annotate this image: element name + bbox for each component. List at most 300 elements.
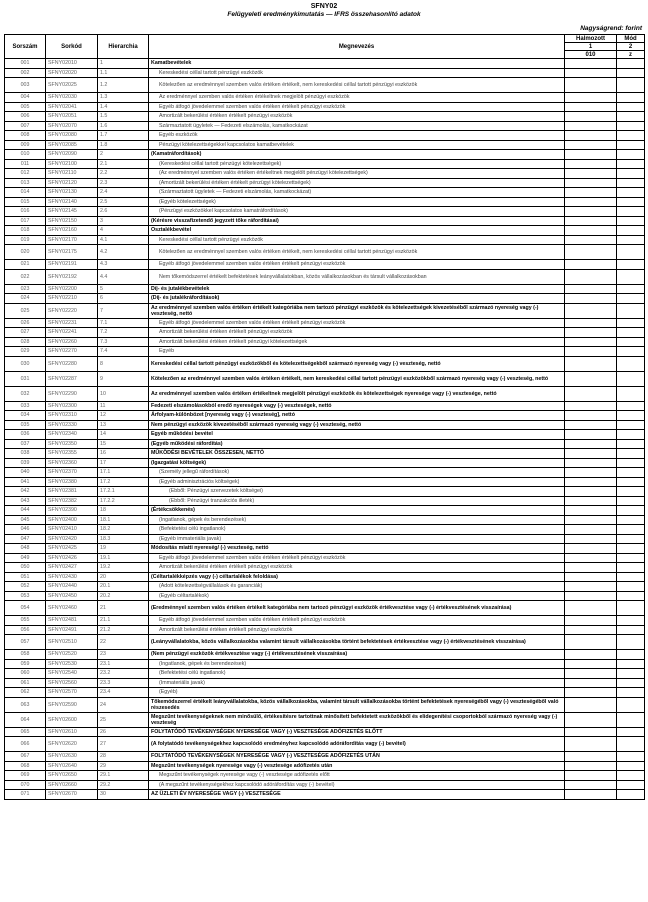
row-number: 028 (5, 337, 46, 347)
row-label: (Ebből: Pénzügyi tranzakciós illeték) (149, 496, 565, 506)
row-label: (Díj- és jutalékráfordítások) (149, 294, 565, 304)
row-code: SFNY02090 (46, 150, 98, 160)
row-value-halmozott (565, 78, 617, 93)
row-hierarchy: 23 (98, 650, 149, 660)
report-table (4, 34, 645, 800)
row-value-halmozott (565, 328, 617, 338)
row-hierarchy: 19 (98, 544, 149, 554)
row-label: (Immateriális javak) (149, 678, 565, 688)
row-value-mod (617, 616, 645, 626)
table-row (5, 771, 645, 781)
row-value-mod (617, 712, 645, 727)
row-number: 027 (5, 328, 46, 338)
row-label: Amortizált bekerülési értéken értékelt pénzügyi eszközök (149, 625, 565, 635)
row-code: SFNY02355 (46, 449, 98, 459)
row-hierarchy: 6 (98, 294, 149, 304)
table-row (5, 506, 645, 516)
row-value-halmozott (565, 601, 617, 616)
row-value-halmozott (565, 356, 617, 371)
row-value-halmozott (565, 59, 617, 69)
row-value-halmozott (565, 544, 617, 554)
row-value-halmozott (565, 188, 617, 198)
row-number: 055 (5, 616, 46, 626)
row-label: Amortizált bekerülési értéken értékelt pénzügyi eszközök (149, 328, 565, 338)
row-number: 035 (5, 420, 46, 430)
row-label: Pénzügyi kötelezettségekkel kapcsolatos kamatbevételek (149, 140, 565, 150)
row-hierarchy: 23.3 (98, 678, 149, 688)
row-label: Egyéb átfogó jövedelemmel szemben valós értéken értékelt pénzügyi eszközök (149, 318, 565, 328)
row-hierarchy: 19.2 (98, 563, 149, 573)
row-code: SFNY02145 (46, 207, 98, 217)
row-label: Az eredménnyel szemben valós értéken értékeltnek megjelölt pénzügyi eszközök és kötelezettségek nyeresége vagy (-) vesztesége, nettó (149, 386, 565, 401)
row-label: (Ingatlanok, gépek és berendezések) (149, 515, 565, 525)
row-label: Tőkemódszerrel értékelt leányvállalatokba, közös vállalkozásokba, valamint társult vállalkozásokba történt befektetések nyereségéből vagy (-) veszteségéből való részesedés (149, 697, 565, 712)
row-hierarchy: 20.1 (98, 582, 149, 592)
row-code: SFNY02030 (46, 93, 98, 103)
row-value-halmozott (565, 688, 617, 698)
row-value-halmozott (565, 269, 617, 284)
row-label: (Igazgatási költségek) (149, 458, 565, 468)
header-col2: 2 (617, 43, 645, 51)
table-row (5, 188, 645, 198)
row-number: 068 (5, 761, 46, 771)
row-value-mod (617, 468, 645, 478)
row-value-mod (617, 93, 645, 103)
table-row (5, 131, 645, 141)
row-value-mod (617, 591, 645, 601)
row-hierarchy: 2 (98, 150, 149, 160)
row-code: SFNY02070 (46, 121, 98, 131)
table-row (5, 591, 645, 601)
row-value-halmozott (565, 678, 617, 688)
row-value-halmozott (565, 458, 617, 468)
row-value-halmozott (565, 487, 617, 497)
row-value-mod (617, 347, 645, 357)
row-label: Díj- és jutalékbevételek (149, 284, 565, 294)
row-value-mod (617, 260, 645, 270)
table-row (5, 635, 645, 650)
row-value-halmozott (565, 468, 617, 478)
table-row (5, 197, 645, 207)
row-value-halmozott (565, 553, 617, 563)
row-value-halmozott (565, 420, 617, 430)
row-hierarchy: 29.1 (98, 771, 149, 781)
row-number: 023 (5, 284, 46, 294)
row-hierarchy: 17.2.1 (98, 487, 149, 497)
row-label: (Értékcsökkenés) (149, 506, 565, 516)
row-hierarchy: 17 (98, 458, 149, 468)
table-row (5, 260, 645, 270)
row-code: SFNY02130 (46, 188, 98, 198)
row-value-mod (617, 226, 645, 236)
row-value-halmozott (565, 318, 617, 328)
row-value-mod (617, 650, 645, 660)
header-megnevezes: Megnevezés (149, 35, 565, 59)
row-number: 066 (5, 737, 46, 752)
row-code: SFNY02100 (46, 159, 98, 169)
row-code: SFNY02110 (46, 169, 98, 179)
header-halmozott: Halmozott (565, 35, 617, 43)
row-code: SFNY02650 (46, 771, 98, 781)
row-label: Kötelezően az eredménnyel szemben valós értéken értékelt, nem kereskedési céllal tartott pénzügyi eszközök (149, 78, 565, 93)
row-code: SFNY02150 (46, 216, 98, 226)
row-number: 007 (5, 121, 46, 131)
row-label: Kereskedési céllal tartott pénzügyi eszközök (149, 68, 565, 78)
row-label: Kamatbevételek (149, 59, 565, 69)
row-number: 016 (5, 207, 46, 217)
row-value-mod (617, 430, 645, 440)
row-hierarchy: 14 (98, 430, 149, 440)
table-row (5, 553, 645, 563)
row-hierarchy: 11 (98, 401, 149, 411)
row-code: SFNY02610 (46, 727, 98, 737)
row-label: Az eredménnyel szemben valós értéken értékeltnek megjelölt pénzügyi eszközök (149, 93, 565, 103)
row-number: 047 (5, 534, 46, 544)
row-value-mod (617, 449, 645, 459)
row-value-mod (617, 337, 645, 347)
row-code: SFNY02510 (46, 635, 98, 650)
row-value-mod (617, 790, 645, 800)
table-row (5, 216, 645, 226)
row-hierarchy: 7.2 (98, 328, 149, 338)
table-row (5, 525, 645, 535)
row-value-mod (617, 752, 645, 762)
row-hierarchy: 21.1 (98, 616, 149, 626)
row-value-halmozott (565, 245, 617, 260)
row-value-halmozott (565, 761, 617, 771)
row-code: SFNY02390 (46, 506, 98, 516)
row-number: 030 (5, 356, 46, 371)
table-row (5, 563, 645, 573)
row-value-mod (617, 178, 645, 188)
row-label: (Származtatott ügyletek — Fedezeti elszámolás, kamatkockázat) (149, 188, 565, 198)
row-value-halmozott (565, 207, 617, 217)
table-row (5, 93, 645, 103)
row-label: (A megszűnt tevékenységekhez kapcsolódó adóráfordítás vagy (-) bevétel) (149, 780, 565, 790)
row-number: 053 (5, 591, 46, 601)
row-code: SFNY02420 (46, 534, 98, 544)
table-row (5, 496, 645, 506)
row-label: (Ebből: Pénzügyi szervezetek költségei) (149, 487, 565, 497)
row-code: SFNY02530 (46, 659, 98, 669)
row-value-mod (617, 131, 645, 141)
row-value-halmozott (565, 411, 617, 421)
row-number: 031 (5, 371, 46, 386)
row-code: SFNY02630 (46, 752, 98, 762)
row-hierarchy: 25 (98, 712, 149, 727)
row-hierarchy: 2.2 (98, 169, 149, 179)
row-value-mod (617, 386, 645, 401)
row-label: (Pénzügyi eszközökkel kapcsolatos kamatráfordítások) (149, 207, 565, 217)
row-hierarchy: 12 (98, 411, 149, 421)
unit-note: Nagyságrend: forint (580, 25, 642, 32)
row-number: 037 (5, 439, 46, 449)
row-value-halmozott (565, 260, 617, 270)
row-value-mod (617, 356, 645, 371)
table-row (5, 515, 645, 525)
row-number: 020 (5, 245, 46, 260)
row-value-halmozott (565, 178, 617, 188)
row-label: Nem tőkemódszerrel értékelt befektetések leányvállalatokban, közös vállalkozásokban és társult vállalkozásokban (149, 269, 565, 284)
table-row (5, 477, 645, 487)
table-row (5, 790, 645, 800)
row-code: SFNY02170 (46, 235, 98, 245)
row-hierarchy: 2.5 (98, 197, 149, 207)
row-hierarchy: 4.4 (98, 269, 149, 284)
row-hierarchy: 1.4 (98, 102, 149, 112)
row-value-halmozott (565, 771, 617, 781)
row-code: SFNY02590 (46, 697, 98, 712)
row-code: SFNY02660 (46, 780, 98, 790)
row-label: Amortizált bekerülési értéken értékelt pénzügyi eszközök (149, 112, 565, 122)
row-number: 061 (5, 678, 46, 688)
table-body (5, 59, 645, 800)
row-value-mod (617, 121, 645, 131)
row-label: (Amortizált bekerülési értéken értékelt pénzügyi kötelezettségek) (149, 178, 565, 188)
row-code: SFNY02041 (46, 102, 98, 112)
table-row (5, 420, 645, 430)
row-code: SFNY02010 (46, 59, 98, 69)
row-label: (Az eredménnyel szemben valós értéken értékeltnek megjelölt pénzügyi kötelezettségek) (149, 169, 565, 179)
row-hierarchy: 29.2 (98, 780, 149, 790)
row-hierarchy: 2.1 (98, 159, 149, 169)
table-row (5, 269, 645, 284)
row-number: 029 (5, 347, 46, 357)
row-number: 011 (5, 159, 46, 169)
row-label: Kereskedési céllal tartott pénzügyi eszközökből és kötelezettségekből származó nyereség vagy (-) veszteség, nettó (149, 356, 565, 371)
header-col1: 1 (565, 43, 617, 51)
row-label: (Nem pénzügyi eszközök értékvesztése vagy (-) értékvesztésének visszaírása) (149, 650, 565, 660)
table-row (5, 318, 645, 328)
row-hierarchy: 1.6 (98, 121, 149, 131)
row-code: SFNY02120 (46, 178, 98, 188)
table-row (5, 59, 645, 69)
row-hierarchy: 15 (98, 439, 149, 449)
row-code: SFNY02200 (46, 284, 98, 294)
row-label: Kereskedési céllal tartott pénzügyi eszközök (149, 235, 565, 245)
row-number: 006 (5, 112, 46, 122)
row-label: Árfolyam-különbözet [nyereség vagy (-) veszteség], nettó (149, 411, 565, 421)
row-value-halmozott (565, 430, 617, 440)
row-hierarchy: 21.2 (98, 625, 149, 635)
row-label: (Céltartalékképzés vagy (-) céltartalékok feloldása) (149, 572, 565, 582)
row-value-mod (617, 284, 645, 294)
row-label: Származtatott ügyletek — Fedezeti elszámolás, kamatkockázat (149, 121, 565, 131)
row-label: (Ingatlanok, gépek és berendezések) (149, 659, 565, 669)
row-code: SFNY02440 (46, 582, 98, 592)
row-hierarchy: 5 (98, 284, 149, 294)
row-value-halmozott (565, 534, 617, 544)
table-row (5, 761, 645, 771)
row-label: (Eredménnyel szemben valós értéken értékelt kategóriába nem tartozó pénzügyi eszközök értékvesztése vagy (-) értékvesztésének visszaírása) (149, 601, 565, 616)
row-value-halmozott (565, 197, 617, 207)
row-label: FOLYTATÓDÓ TEVÉKENYSÉGEK NYERESÉGE VAGY (-) VESZTESÉGE ADÓFIZETÉS ELŐTT (149, 727, 565, 737)
row-value-mod (617, 487, 645, 497)
row-value-mod (617, 59, 645, 69)
header-sorszam: Sorszám (5, 35, 46, 59)
row-hierarchy: 1.3 (98, 93, 149, 103)
row-number: 012 (5, 169, 46, 179)
row-label: Egyéb működési bevétel (149, 430, 565, 440)
row-number: 059 (5, 659, 46, 669)
row-number: 050 (5, 563, 46, 573)
row-number: 052 (5, 582, 46, 592)
row-value-mod (617, 659, 645, 669)
table-row (5, 356, 645, 371)
row-code: SFNY02570 (46, 688, 98, 698)
row-value-mod (617, 572, 645, 582)
row-number: 033 (5, 401, 46, 411)
row-label: Egyéb átfogó jövedelemmel szemben valós értéken értékelt pénzügyi eszközök (149, 616, 565, 626)
row-value-mod (617, 625, 645, 635)
row-label: (Egyéb kötelezettségek) (149, 197, 565, 207)
row-code: SFNY02491 (46, 625, 98, 635)
row-value-halmozott (565, 235, 617, 245)
row-value-mod (617, 188, 645, 198)
row-number: 062 (5, 688, 46, 698)
row-value-mod (617, 207, 645, 217)
row-hierarchy: 20 (98, 572, 149, 582)
row-value-mod (617, 318, 645, 328)
row-value-mod (617, 477, 645, 487)
row-number: 067 (5, 752, 46, 762)
row-number: 056 (5, 625, 46, 635)
row-label: (Kereskedési céllal tartott pénzügyi kötelezettségek) (149, 159, 565, 169)
row-value-mod (617, 269, 645, 284)
row-hierarchy: 7.1 (98, 318, 149, 328)
row-value-halmozott (565, 439, 617, 449)
table-row (5, 439, 645, 449)
report-title: Felügyeleti eredménykimutatás — IFRS összehasonlító adatok (227, 11, 421, 18)
table-row (5, 178, 645, 188)
row-number: 051 (5, 572, 46, 582)
row-code: SFNY02640 (46, 761, 98, 771)
row-value-halmozott (565, 294, 617, 304)
row-number: 057 (5, 635, 46, 650)
row-value-mod (617, 150, 645, 160)
row-hierarchy: 18.3 (98, 534, 149, 544)
table-row (5, 121, 645, 131)
row-value-mod (617, 235, 645, 245)
row-label: Az eredménnyel szemben valós értéken értékelt kategóriába nem tartozó pénzügyi eszközök és kötelezettségek kivezetéséből származó nyereség vagy (-) veszteség, nettó (149, 303, 565, 318)
table-row (5, 468, 645, 478)
row-value-mod (617, 159, 645, 169)
row-value-mod (617, 678, 645, 688)
row-label: Osztalékbevétel (149, 226, 565, 236)
row-code: SFNY02670 (46, 790, 98, 800)
row-code: SFNY02350 (46, 439, 98, 449)
row-hierarchy: 1.5 (98, 112, 149, 122)
row-value-mod (617, 563, 645, 573)
row-label: Megszűnt tevékenységek nyeresége vagy (-) vesztesége adófizetés előtt (149, 771, 565, 781)
row-code: SFNY02175 (46, 245, 98, 260)
row-value-halmozott (565, 712, 617, 727)
row-hierarchy: 2.4 (98, 188, 149, 198)
row-value-mod (617, 761, 645, 771)
row-hierarchy: 28 (98, 752, 149, 762)
table-row (5, 534, 645, 544)
row-hierarchy: 21 (98, 601, 149, 616)
row-code: SFNY02085 (46, 140, 98, 150)
row-value-mod (617, 458, 645, 468)
row-code: SFNY02520 (46, 650, 98, 660)
row-value-mod (617, 371, 645, 386)
row-code: SFNY02287 (46, 371, 98, 386)
row-number: 036 (5, 430, 46, 440)
row-code: SFNY02080 (46, 131, 98, 141)
row-number: 013 (5, 178, 46, 188)
row-value-halmozott (565, 752, 617, 762)
row-value-halmozott (565, 284, 617, 294)
row-hierarchy: 29 (98, 761, 149, 771)
row-number: 064 (5, 712, 46, 727)
row-label: Módosítás miatti nyereség/ (-) veszteség, nettó (149, 544, 565, 554)
row-value-halmozott (565, 159, 617, 169)
table-row (5, 411, 645, 421)
row-value-mod (617, 601, 645, 616)
table-row (5, 669, 645, 679)
row-value-halmozott (565, 93, 617, 103)
row-hierarchy: 2.3 (98, 178, 149, 188)
row-hierarchy: 1 (98, 59, 149, 69)
row-code: SFNY02382 (46, 496, 98, 506)
row-code: SFNY02450 (46, 591, 98, 601)
row-number: 008 (5, 131, 46, 141)
row-label: Kötelezően az eredménnyel szemben valós értéken értékelt, nem kereskedési céllal tartott pénzügyi eszközökből származó nyereség vagy (-) veszteség, nettó (149, 371, 565, 386)
table-row (5, 625, 645, 635)
row-label: Amortizált bekerülési értéken értékelt pénzügyi kötelezettségek (149, 337, 565, 347)
row-value-halmozott (565, 121, 617, 131)
row-value-halmozott (565, 131, 617, 141)
header-code2: z (617, 51, 645, 59)
row-hierarchy: 4 (98, 226, 149, 236)
row-value-halmozott (565, 140, 617, 150)
row-code: SFNY02192 (46, 269, 98, 284)
row-label: (A folytatódó tevékenységekhez kapcsolódó eredményhez kapcsolódó adóráfordítás vagy (-) bevétel) (149, 737, 565, 752)
row-label: (Adott kötelezettségvállalások és garanciák) (149, 582, 565, 592)
row-code: SFNY02540 (46, 669, 98, 679)
row-code: SFNY02210 (46, 294, 98, 304)
row-value-halmozott (565, 386, 617, 401)
table-row (5, 78, 645, 93)
table-row (5, 371, 645, 386)
row-value-halmozott (565, 635, 617, 650)
row-value-mod (617, 197, 645, 207)
row-value-halmozott (565, 68, 617, 78)
row-label: Egyéb átfogó jövedelemmel szemben valós értéken értékelt pénzügyi eszközök (149, 102, 565, 112)
row-code: SFNY02360 (46, 458, 98, 468)
table-row (5, 650, 645, 660)
row-value-mod (617, 401, 645, 411)
row-hierarchy: 17.2 (98, 477, 149, 487)
row-number: 041 (5, 477, 46, 487)
table-row (5, 328, 645, 338)
table-row (5, 303, 645, 318)
row-value-halmozott (565, 790, 617, 800)
row-value-mod (617, 439, 645, 449)
table-row (5, 752, 645, 762)
row-hierarchy: 7 (98, 303, 149, 318)
table-row (5, 294, 645, 304)
row-code: SFNY02025 (46, 78, 98, 93)
row-value-halmozott (565, 563, 617, 573)
row-value-halmozott (565, 169, 617, 179)
row-value-mod (617, 771, 645, 781)
table-row (5, 780, 645, 790)
row-value-mod (617, 534, 645, 544)
row-label: Fedezeti elszámolásokból eredő nyereségek vagy (-) veszteségek, nettó (149, 401, 565, 411)
row-hierarchy: 4.1 (98, 235, 149, 245)
